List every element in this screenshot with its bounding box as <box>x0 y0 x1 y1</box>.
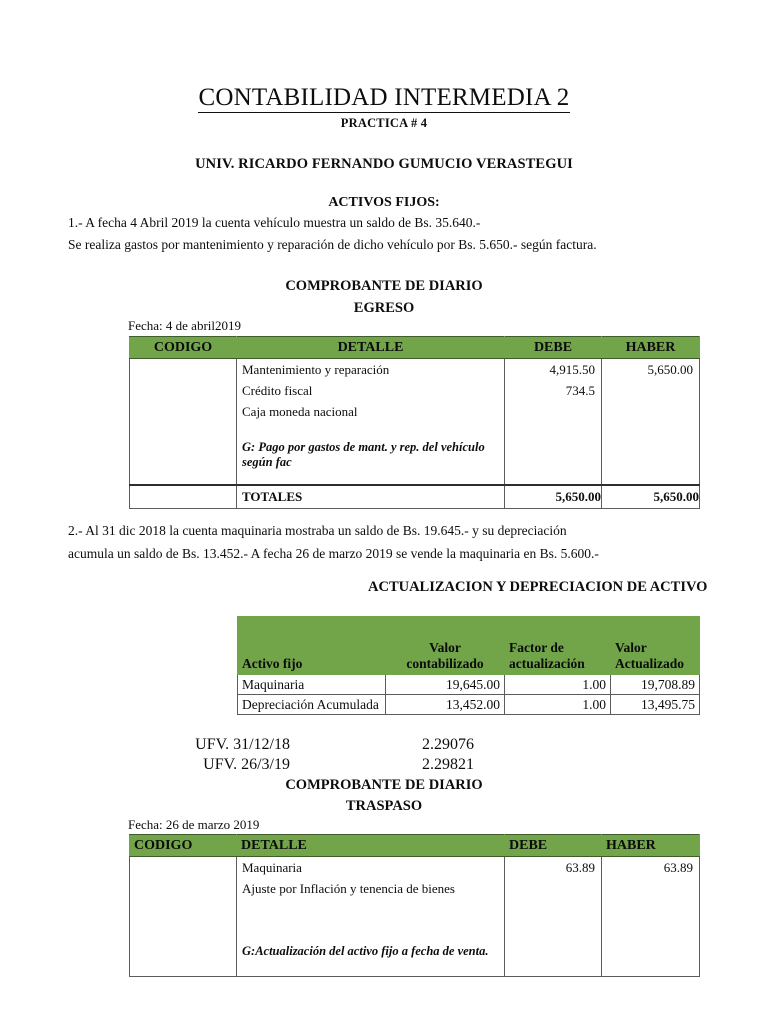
student-name: UNIV. RICARDO FERNANDO GUMUCIO VERASTEGUI <box>195 156 573 172</box>
voucher1-totals-debe: 5,650.00 <box>505 485 602 508</box>
voucher1-col-debe: DEBE <box>505 337 602 359</box>
voucher2-detalle-cell <box>237 857 505 977</box>
voucher1-detalle-cell <box>237 359 505 486</box>
ufv-value-1: 2.29076 <box>422 736 474 753</box>
update-row1-factor: 1.00 <box>505 675 611 695</box>
voucher2-header-row <box>130 835 700 857</box>
update-table-header-row <box>238 617 700 675</box>
voucher2-col-debe: DEBE <box>505 835 602 857</box>
voucher2-haber-cell <box>602 857 700 977</box>
voucher1-detalle-1: Mantenimiento y reparación <box>242 362 390 377</box>
voucher1-table <box>129 336 700 509</box>
voucher2-date: Fecha: 26 de marzo 2019 <box>128 817 260 832</box>
voucher2-col-detalle: DETALLE <box>237 835 505 857</box>
voucher2-col-codigo: CODIGO <box>130 835 237 857</box>
problem1-line2: Se realiza gastos por mantenimiento y reparación de dicho vehículo por Bs. 5.650.- según factura. <box>68 237 597 252</box>
voucher1-date: Fecha: 4 de abril2019 <box>128 318 241 333</box>
voucher1-col-haber: HABER <box>602 337 700 359</box>
update-col-actualizado: Valor Actualizado <box>611 617 700 675</box>
voucher2-detalle-1: Maquinaria <box>242 860 302 875</box>
voucher2-table <box>129 834 700 977</box>
update-table-heading: ACTUALIZACION Y DEPRECIACION DE ACTIVO <box>368 579 708 595</box>
voucher1-totals-row <box>130 485 700 508</box>
voucher2-debe-cell <box>505 857 602 977</box>
voucher2-debe-1: 63.89 <box>565 860 595 875</box>
voucher1-debe-1: 4,915.50 <box>549 362 595 377</box>
voucher1-subtitle: EGRESO <box>353 300 415 316</box>
update-col-contabilizado: Valor contabilizado <box>386 617 505 675</box>
voucher1-header-row <box>130 337 700 359</box>
voucher1-debe-2: 734.5 <box>565 383 595 398</box>
problem2-line1: 2.- Al 31 dic 2018 la cuenta maquinaria mostraba un saldo de Bs. 19.645.- y su depreciación <box>68 523 567 538</box>
update-row2-factor: 1.00 <box>505 695 611 715</box>
update-table <box>237 616 700 715</box>
voucher1-detalle-3: Caja moneda nacional <box>242 404 358 419</box>
voucher2-body-row <box>130 857 700 977</box>
section-heading-activos-fijos: ACTIVOS FIJOS: <box>328 195 440 210</box>
voucher1-totals-codigo <box>130 485 237 508</box>
update-table-row <box>238 695 700 715</box>
update-row2-actualizado: 13,495.75 <box>611 695 700 715</box>
voucher2-col-haber: HABER <box>602 835 700 857</box>
update-row1-actualizado: 19,708.89 <box>611 675 700 695</box>
voucher1-glosa-line2: según fac <box>242 455 292 469</box>
voucher1-col-codigo: CODIGO <box>130 337 237 359</box>
problem1-line1: 1.- A fecha 4 Abril 2019 la cuenta vehículo muestra un saldo de Bs. 35.640.- <box>68 215 481 230</box>
voucher2-subtitle: TRASPASO <box>345 798 423 814</box>
voucher1-totals-haber: 5,650.00 <box>602 485 700 508</box>
voucher1-detalle-2: Crédito fiscal <box>242 383 313 398</box>
voucher1-body-row <box>130 359 700 486</box>
page-title-text: CONTABILIDAD INTERMEDIA 2 <box>198 84 570 111</box>
update-row1-contabilizado: 19,645.00 <box>386 675 505 695</box>
voucher1-totals-label: TOTALES <box>237 485 505 508</box>
voucher1-col-detalle: DETALLE <box>237 337 505 359</box>
update-col-factor: Factor de actualización <box>505 617 611 675</box>
voucher2-title: COMPROBANTE DE DIARIO <box>285 777 483 793</box>
page-title <box>0 84 768 112</box>
voucher2-codigo-cell <box>130 857 237 977</box>
voucher1-debe-cell <box>505 359 602 486</box>
voucher2-glosa-line1: G:Actualización del activo fijo a fecha de venta. <box>242 944 489 958</box>
voucher2-haber-2: 63.89 <box>663 860 693 875</box>
voucher1-haber-3: 5,650.00 <box>647 362 693 377</box>
voucher1-haber-cell <box>602 359 700 486</box>
ufv-value-2: 2.29821 <box>422 756 474 773</box>
update-row1-activo: Maquinaria <box>238 675 386 695</box>
update-col-activo: Activo fijo <box>238 617 386 675</box>
problem2-line2: acumula un saldo de Bs. 13.452.- A fecha 26 de marzo 2019 se vende la maquinaria en Bs. 5.600.- <box>68 546 599 561</box>
ufv-label-2: UFV. 26/3/19 <box>203 756 290 773</box>
practice-subtitle: PRACTICA # 4 <box>340 116 428 130</box>
update-row2-activo: Depreciación Acumulada <box>238 695 386 715</box>
voucher2-detalle-2: Ajuste por Inflación y tenencia de bienes <box>242 881 455 896</box>
update-row2-contabilizado: 13,452.00 <box>386 695 505 715</box>
voucher1-codigo-cell <box>130 359 237 486</box>
voucher1-glosa-line1: G: Pago por gastos de mant. y rep. del vehículo <box>242 440 485 454</box>
voucher1-title: COMPROBANTE DE DIARIO <box>285 278 483 294</box>
update-table-row <box>238 675 700 695</box>
ufv-label-1: UFV. 31/12/18 <box>195 736 290 753</box>
